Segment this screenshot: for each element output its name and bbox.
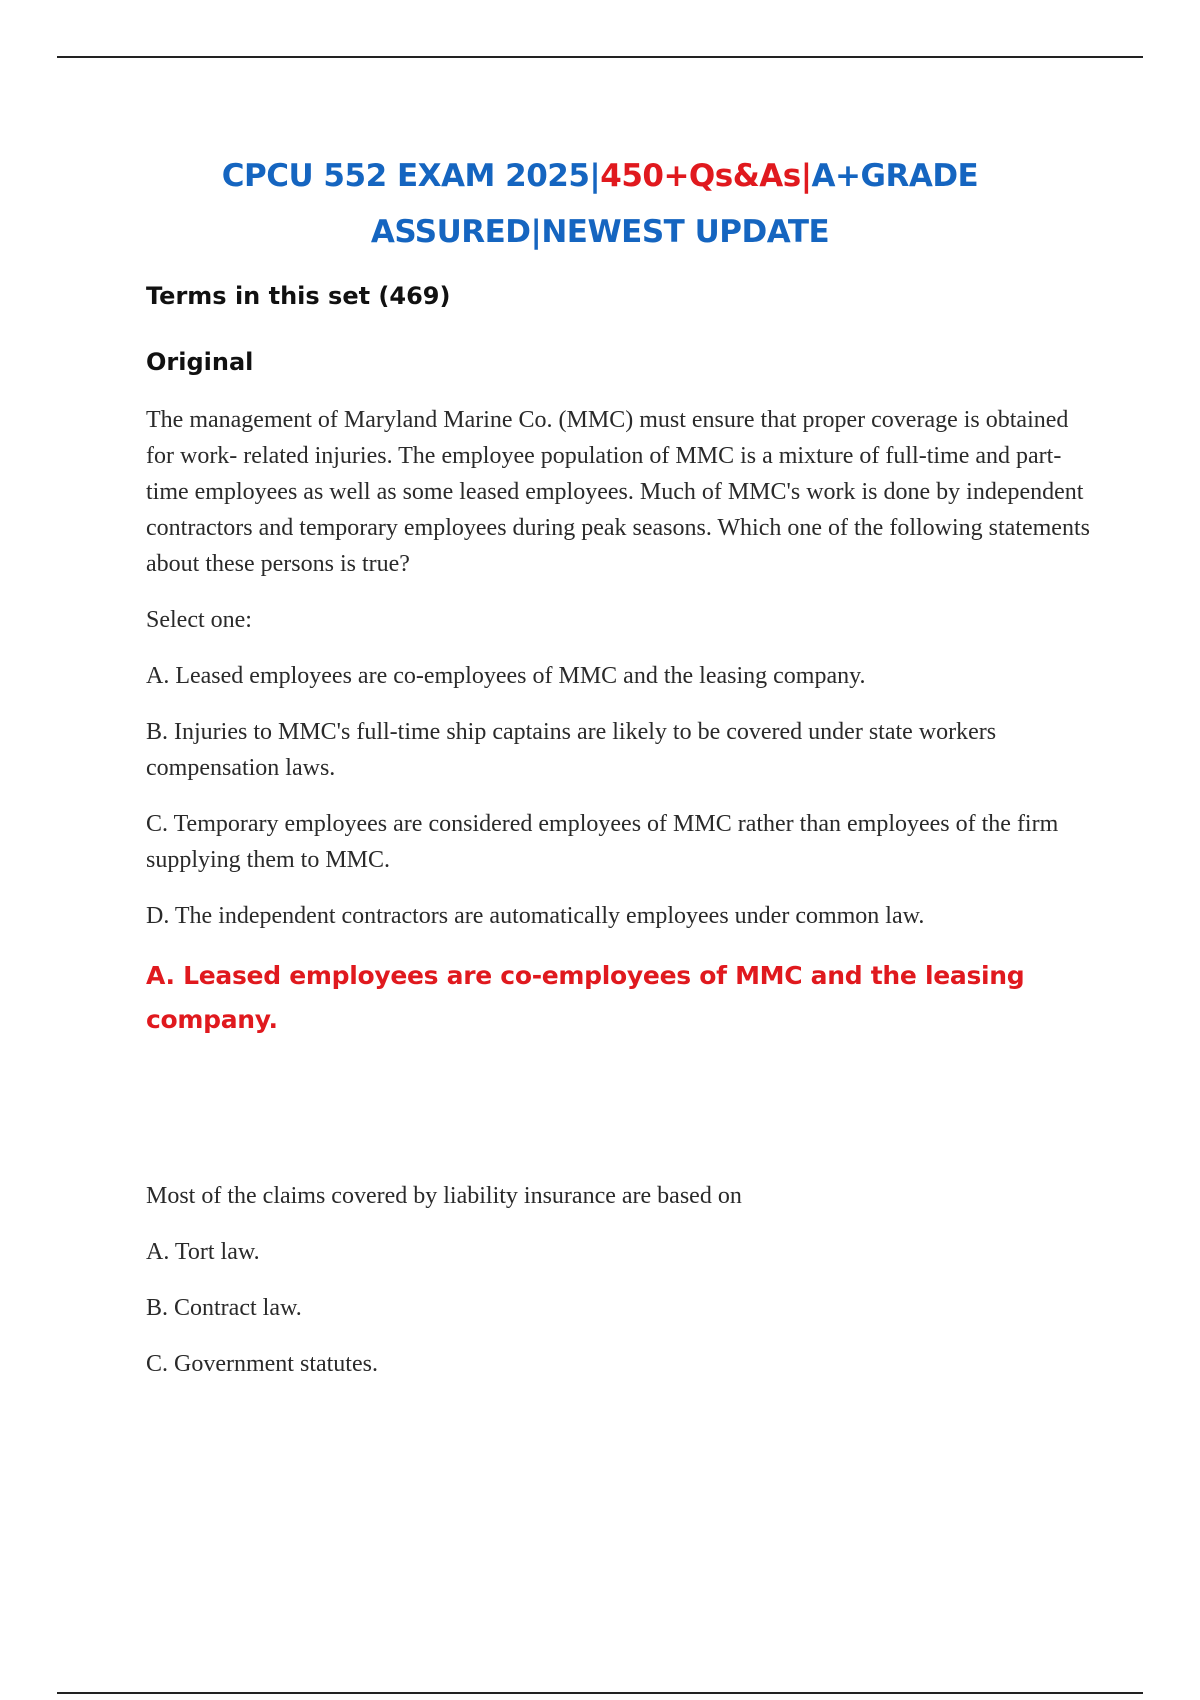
answer-option: D. The independent contractors are automatically employees under common law. xyxy=(146,903,925,929)
answer-option: C. Government statutes. xyxy=(146,1351,378,1377)
question-1 xyxy=(146,402,1096,1042)
bottom-rule xyxy=(57,1692,1143,1694)
title-part-1: CPCU 552 EXAM 2025| xyxy=(221,158,601,194)
question-prompt: Most of the claims covered by liability insurance are based on xyxy=(146,1183,742,1209)
answer-option: C. Temporary employees are considered employees of MMC rather than employees of the firm supplying them to MMC. xyxy=(146,811,1059,873)
top-rule xyxy=(57,56,1143,58)
document-body xyxy=(146,282,1096,1402)
question-instruction: Select one: xyxy=(146,607,252,633)
title-part-2: 450+Qs&As| xyxy=(600,158,812,194)
question-prompt: The management of Maryland Marine Co. (MMC) must ensure that proper coverage is obtained for work- related injuries. The employee population of MMC is a mixture of full-time and part-time employees as well as some leased employees. Much of MMC's work is done by independent contractors and temporary employees during peak seasons. Which one of the following statements about these persons is true? xyxy=(146,407,1090,577)
correct-answer: A. Leased employees are co-employees of MMC and the leasing company. xyxy=(146,961,1025,1034)
question-2 xyxy=(146,1178,1096,1382)
answer-option: A. Tort law. xyxy=(146,1239,260,1265)
title-line-2: ASSURED|NEWEST UPDATE xyxy=(370,214,830,250)
title-part-3: A+GRADE xyxy=(811,158,979,194)
document-title xyxy=(57,148,1143,260)
answer-option: A. Leased employees are co-employees of MMC and the leasing company. xyxy=(146,663,866,689)
answer-option: B. Contract law. xyxy=(146,1295,302,1321)
answer-option: B. Injuries to MMC's full-time ship captains are likely to be covered under state workers compensation laws. xyxy=(146,719,997,781)
title-line-1 xyxy=(57,148,1143,204)
section-heading: Original xyxy=(146,348,254,376)
terms-heading: Terms in this set (469) xyxy=(146,282,451,310)
